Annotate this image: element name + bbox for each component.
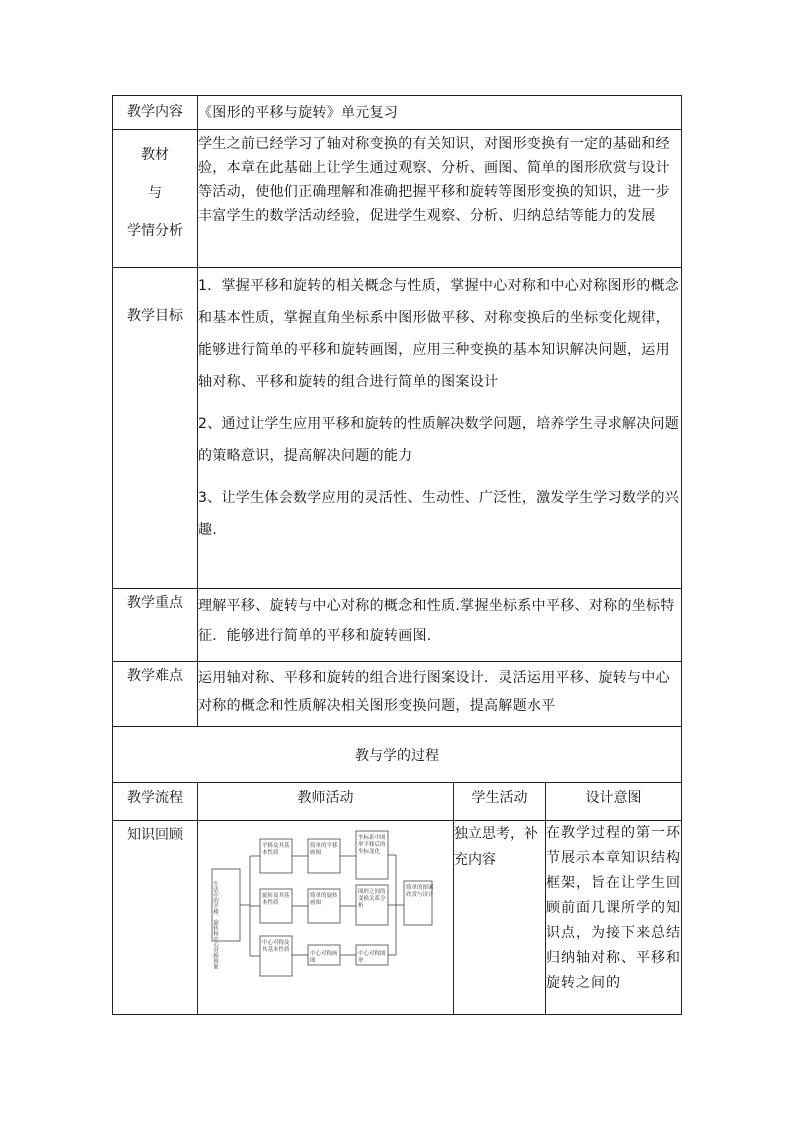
student-activity: 独立思考，补充内容: [454, 821, 546, 1015]
analysis-label: [113, 130, 198, 268]
diagram-result-label: 简单的图案欣赏与设计: [406, 885, 434, 898]
lesson-plan-table: [112, 95, 682, 1015]
difficult-row: [113, 662, 682, 727]
content-row: [113, 96, 682, 130]
diagram-col3-label-2: 图形之间的变换关系分析: [358, 889, 386, 909]
process-header-row: [113, 783, 682, 821]
diagram-col2-label-1: 简单的平移画图: [310, 843, 338, 856]
analysis-value: 学生之前已经学习了轴对称变换的有关知识，对图形变换有一定的基础和经验，本章在此基础上让学生通过观察、分析、画图、简单的图形欣赏与设计等活动，使他们正确理解和准确把握平移和旋转等图形变换的知识，进一步丰富学生的数学活动经验，促进学生观察、分析、归纳总结等能力的发展: [198, 130, 682, 268]
analysis-label-2: 与: [148, 185, 162, 201]
key-row: [113, 589, 682, 662]
diagram-root-text: 生活中的平移、旋转和中心对称现象: [212, 881, 218, 969]
analysis-row: [113, 130, 682, 268]
key-value: 理解平移、旋转与中心对称的概念和性质.掌握坐标系中平移、对称的坐标特征．能够进行简单的平移和旋转画图.: [198, 589, 682, 662]
goal-item-3: 3、让学生体会数学应用的灵活性、生动性、广泛性，激发学生学习数学的兴趣.: [198, 490, 680, 538]
teacher-activity-cell: [198, 821, 454, 1015]
diagram-col1-label-1: 平移及其基本性质: [262, 843, 290, 856]
analysis-label-3: 学情分析: [127, 223, 183, 239]
goals-row: [113, 268, 682, 589]
analysis-label-1: 教材: [141, 147, 169, 163]
diagram-col1-label-2: 旋转及其基本性质: [262, 893, 290, 906]
diagram-col2-label-3: 中心对称画图: [310, 951, 338, 964]
goals-label: 教学目标: [113, 268, 198, 589]
key-label: 教学重点: [113, 589, 198, 662]
goals-list: [198, 268, 682, 589]
review-stage: 知识回顾: [113, 821, 198, 1015]
header-teacher: 教师活动: [198, 783, 454, 821]
review-row: [113, 821, 682, 1015]
process-title-row: [113, 727, 682, 783]
diagram-col2-label-2: 简单的旋转画图: [310, 893, 338, 906]
content-value: 《图形的平移与旋转》单元复习: [198, 96, 682, 130]
header-student: 学生活动: [454, 783, 546, 821]
design-intent: 在教学过程的第一环节展示本章知识结构框架，旨在让学生回顾前面几课所学的知识点，为接下来总结归纳轴对称、平移和旋转之间的: [546, 821, 682, 1015]
knowledge-structure-diagram: [198, 821, 454, 1010]
diagram-col3-label-3: 中心对称图形: [358, 951, 386, 964]
process-title: 教与学的过程: [113, 727, 682, 783]
difficult-value: 运用轴对称、平移和旋转的组合进行图案设计．灵活运用平移、旋转与中心对称的概念和性质解决相关图形变换问题，提高解题水平: [198, 662, 682, 727]
diagram-col3-label-1: 坐标系中图形平移后的坐标变化: [358, 835, 386, 855]
difficult-label: 教学难点: [113, 662, 198, 727]
content-label: 教学内容: [113, 96, 198, 130]
goal-item-1: 1．掌握平移和旋转的相关概念与性质，掌握中心对称和中心对称图形的概念和基本性质，掌握直角坐标系中图形做平移、对称变换后的坐标变化规律，能够进行简单的平移和旋转画图，应用三种变换的基本知识解决问题，运用轴对称、平移和旋转的组合进行简单的图案设计: [198, 278, 680, 390]
header-stage: 教学流程: [113, 783, 198, 821]
goal-item-2: 2、通过让学生应用平移和旋转的性质解决数学问题，培养学生寻求解决问题的策略意识，提高解决问题的能力: [198, 416, 680, 464]
header-intent: 设计意图: [546, 783, 682, 821]
diagram-col1-label-3: 中心对称及其基本性质: [262, 940, 290, 953]
